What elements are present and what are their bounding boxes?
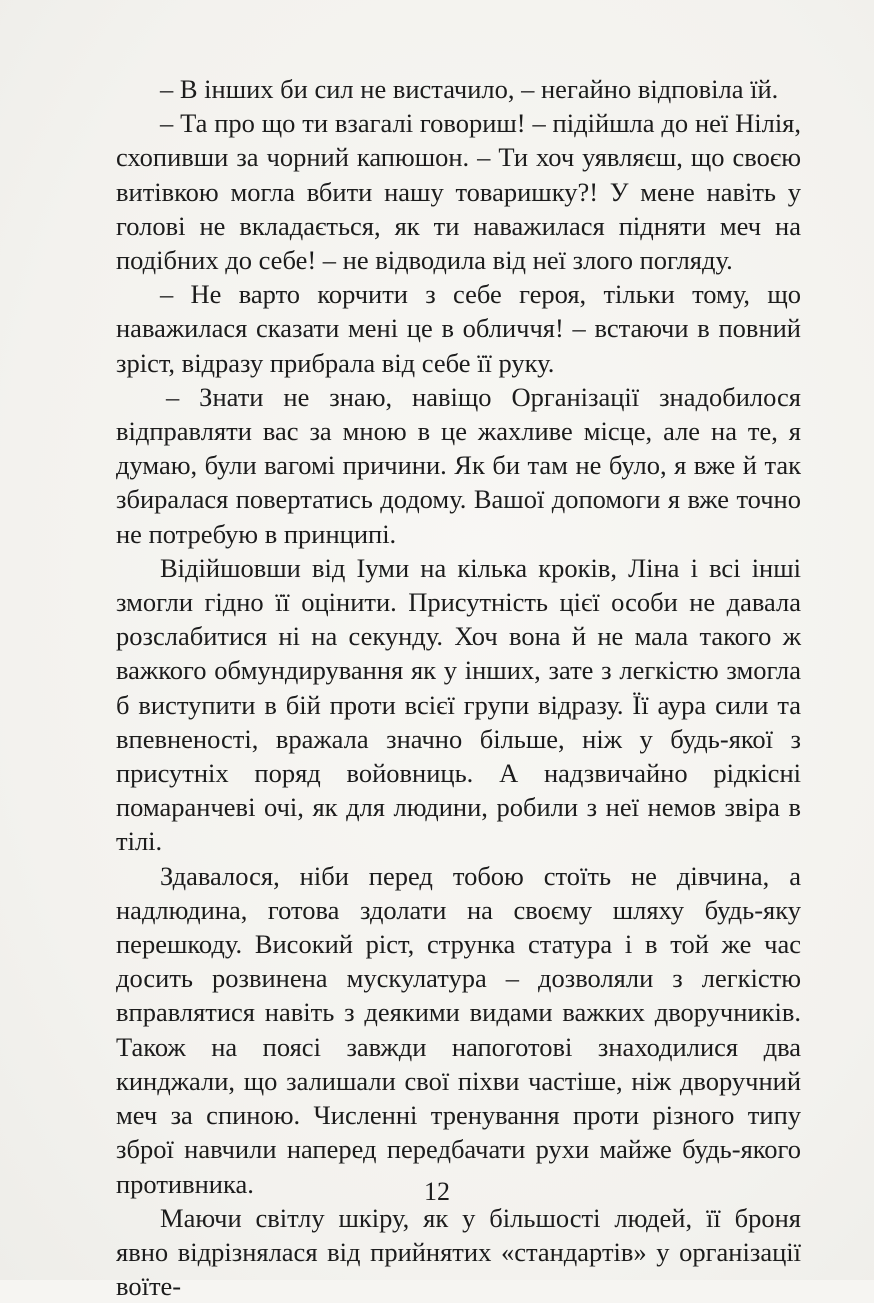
paragraph-1: – В інших би сил не вистачило, – негайно відповіла їй.	[160, 74, 779, 104]
body-text	[116, 72, 801, 1303]
paragraph-6: Здавалося, ніби перед тобою стоїть не дівчина, а надлюдина, готова здолати на своєму шляху будь-яку перешкоду. Високий ріст, струнка статура і в той же час досить розвинена мускулатура – дозволяли з легкістю вправлятися навіть з деякими видами важких дворучників. Також на поясі завжди напоготові знаходилися два кинджали, що залишали свої піхви частіше, ніж дворучний меч за спиною. Численні тренування проти різного типу зброї навчили наперед передбачати рухи майже будь-якого противника.	[116, 860, 801, 1199]
paragraph-7: Маючи світлу шкіру, як у більшості людей, її броня явно відрізнялася від прийнятих «стандартів» у організації воїте-	[116, 1202, 801, 1302]
paragraph-5: Відійшовши від Іуми на кілька кроків, Ліна і всі інші змогли гідно її оцінити. Присутність цієї особи не давала розслабитися ні на секунду. Хоч вона й не мала такого ж важкого обмундирування як у інших, зате з легкістю змогла б виступити в бій проти всієї групи відразу. Її аура сили та впевненості, вражала значно більше, ніж у будь-якої з присутніх поряд войовниць. А надзвичайно рідкісні помаранчеві очі, як для людини, робили з неї немов звіра в тілі.	[116, 552, 801, 857]
paragraph-4: – Знати не знаю, навіщо Організації знадобилося відправляти вас за мною в це жахливе місце, але на те, я думаю, були вагомі причини. Як би там не було, я вже й так збиралася повертатись додому. Вашої допомоги я вже точно не потребую в принципі.	[116, 381, 801, 549]
paragraph-3: – Не варто корчити з себе героя, тільки тому, що наважилася сказати мені це в обличчя! – встаючи в повний зріст, відразу прибрала від себе її руку.	[116, 279, 801, 378]
page-number: 12	[424, 1177, 450, 1206]
paragraph-2: – Та про що ти взагалі говориш! – підійшла до неї Нілія, схопивши за чорний капюшон. – Ти хоч уявляєш, що своєю витівкою могла вбити нашу товаришку?! У мене навіть у голові не вкладається, як ти наважилася підняти меч на подібних до себе! – не відводила від неї злого погляду.	[116, 108, 801, 276]
